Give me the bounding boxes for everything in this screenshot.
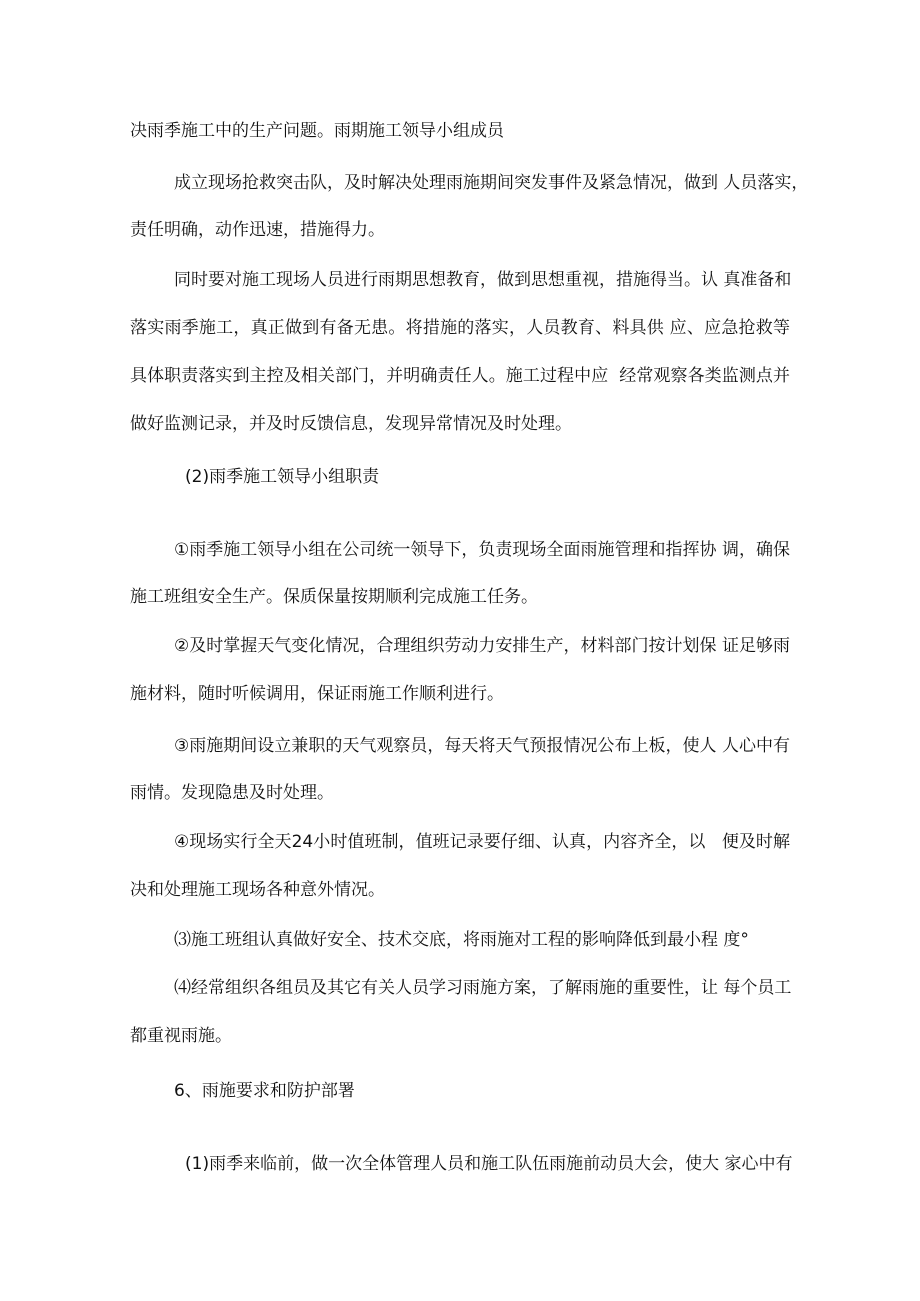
- line-text: 同时要对施工现场人员进行雨期思想教育，做到思想重视，措施得当。认 真准备和: [174, 270, 792, 290]
- line-text: 责任明确，动作迅速，措施得力。: [130, 220, 385, 240]
- text-line: [0, 1149, 920, 1242]
- line-text: ②及时掌握天气变化情况，合理组织劳动力安排生产，材料部门按计划保 证足够雨: [174, 636, 790, 656]
- line-text: 施材料，随时听候调用，保证雨施工作顺利进行。: [130, 684, 504, 704]
- line-text: 都重视雨施。: [130, 1026, 232, 1046]
- line-text: ⑶施工班组认真做好安全、技术交底，将雨施对工程的影响降低到最小程 度°: [174, 930, 749, 950]
- line-text: ⑷经常组织各组员及其它有关人员学习雨施方案，了解雨施的重要性，让 每个员工: [174, 978, 792, 998]
- line-text: 6、雨施要求和防护部署: [174, 1081, 355, 1101]
- line-text: (1)雨季来临前，做一次全体管理人员和施工队伍雨施前动员大会，使大 家心中有: [185, 1154, 793, 1174]
- line-text: 成立现场抢救突击队，及时解决处理雨施期间突发事件及紧急情况，做到 人员落实，: [174, 173, 809, 193]
- line-text: ④现场实行全天24小时值班制，值班记录要仔细、认真，内容齐全，以 便及时解: [174, 832, 790, 852]
- line-text: 决雨季施工中的生产问题。雨期施工领导小组成员: [130, 121, 504, 141]
- line-text: ①雨季施工领导小组在公司统一领导下，负责现场全面雨施管理和指挥协 调，确保: [174, 540, 790, 560]
- line-text: 具体职责落实到主控及相关部门，并明确责任人。施工过程中应 经常观察各类监测点并: [130, 366, 790, 386]
- line-text: 施工班组安全生产。保质保量按期顺利完成施工任务。: [130, 587, 538, 607]
- line-text: (2)雨季施工领导小组职责: [185, 467, 380, 487]
- line-text: ③雨施期间设立兼职的天气观察员，每天将天气预报情况公布上板，使人 人心中有: [174, 736, 790, 756]
- line-text: 决和处理施工现场各种意外情况。: [130, 880, 385, 900]
- line-text: 做好监测记录，并及时反馈信息，发现异常情况及时处理。: [130, 414, 572, 434]
- line-text: 落实雨季施工，真正做到有备无患。将措施的落实，人员教育、料具供 应、应急抢救等: [130, 318, 790, 338]
- line-text: 雨情。发现隐患及时处理。: [130, 783, 334, 803]
